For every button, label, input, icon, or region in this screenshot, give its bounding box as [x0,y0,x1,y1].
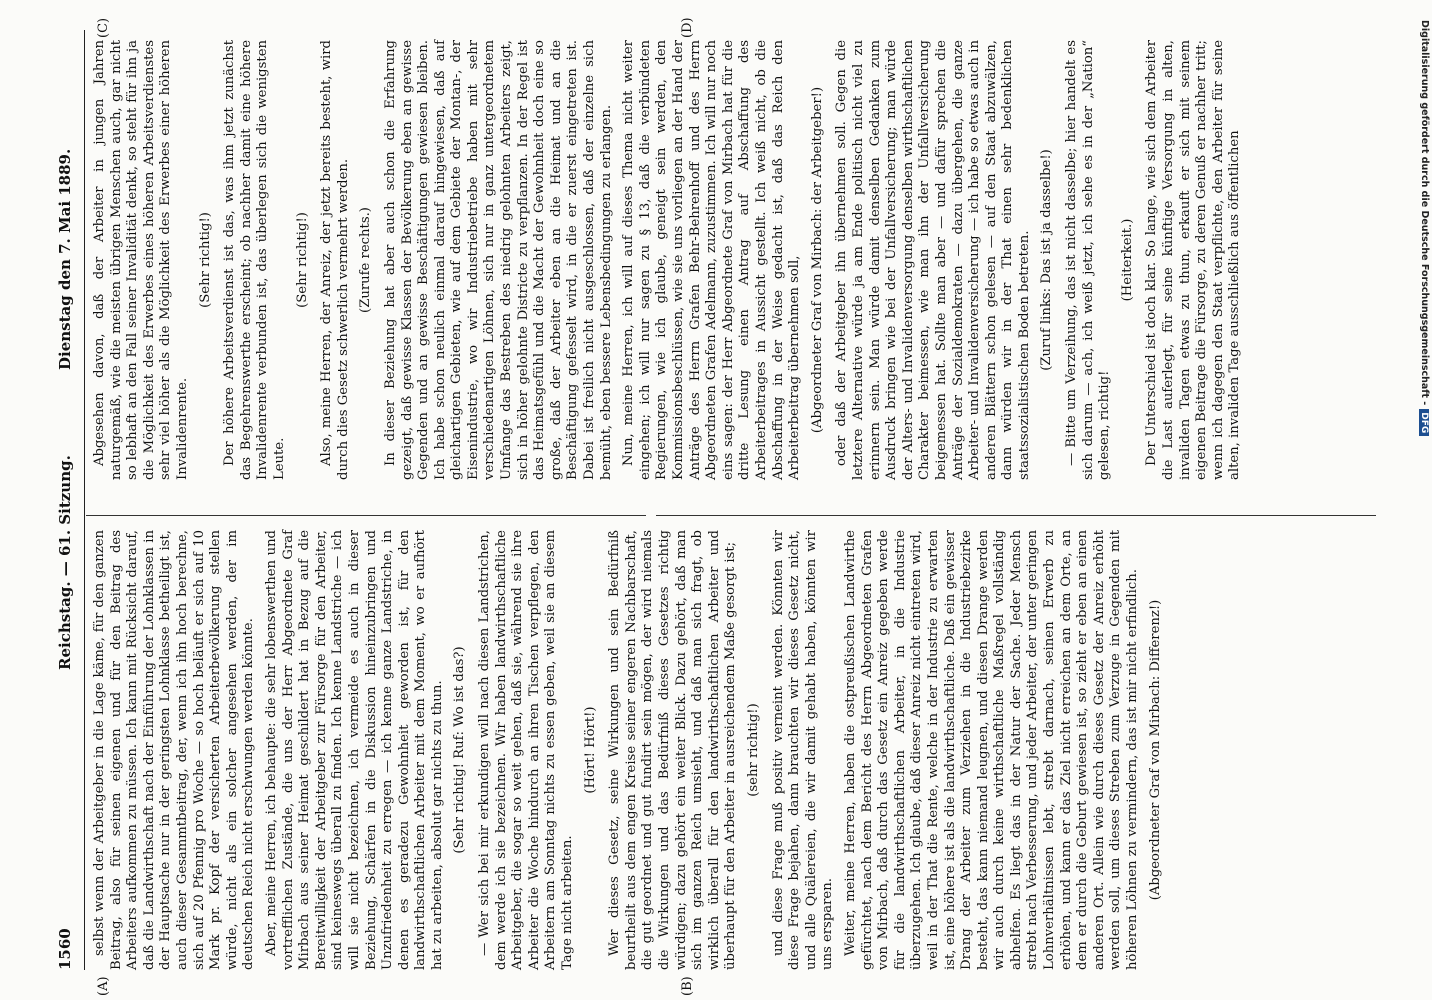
paragraph: Der höhere Arbeitsverdienst ist das, was ihm jetzt zunächst das Begehrenswerthe erscheint; ob nachher damit eine höhere Invalidenrente verbunden ist, das überlegen sich die wenigsten Leute. [222,40,287,480]
dfg-sidebar [1416,20,1430,1000]
dfg-credit [1416,20,1430,1000]
interjection: (Abgeordneter Graf von Mirbach: der Arbeitgeber!) [809,86,825,434]
interjection: (Zuruf links: Das ist ja dasselbe!) [1039,149,1055,371]
paragraph: selbst wenn der Arbeitgeber in die Lage käme, für den ganzen Beitrag, also für seinen eigenen und für den Beitrag des Arbeiters aufkommen zu müssen. Ich kann mit Rücksicht darauf, daß die Landwirthschaft nach der Einführung der Lohnklassen in der Hauptsache nur in der geringsten Lohnklasse betheiligt ist, auch dieser Gesammtbeitrag, der, wenn ich ihn hoch berechne, sich auf 20 Pfennig pro Woche — so hoch beläuft er sich auf 10 Mark pr. Kopf der versicherten Arbeiterbevölkerung stellen würde, nicht als ein solcher angesehen werden, der im deutschen Reich nicht erschwungen werden könnte. [92,530,257,970]
paragraph: — Wer sich bei mir erkundigen will nach diesen Landstrichen, dem werde ich sie bezeichnen. Wir haben landwirthschaftliche Arbeitgeber, die sogar so weit gehen, daß sie, während sie ihre Arbeiter die Woche hindurch an ihren Tischen verpflegen, den Arbeitern am Sonntag nichts zu essen geben, weil sie an diesem Tage nicht arbeiten. [477,530,576,970]
interjection: (Sehr richtig! Ruf: Wo ist das?) [452,646,468,854]
paragraph: oder daß der Arbeitgeber ihn übernehmen soll. Gegen die letztere Alternative würde ja am Ende politisch nicht viel zu erinnern sein. Man würde damit denselben Gedanken zum Ausdruck bringen wie bei der Unfallversicherung; man würde der Alters- und Invalidenversorgung denselben wirthschaftlichen Charakter beimessen, wie man ihn der Unfallversicherung beigemessen hat. Sollte man aber — und dafür sprechen die Anträge der Sozialdemokraten — dazu übergehen, die ganze Arbeiter- und Invalidenversicherung — ich habe so etwas auch in anderen Blättern schon gelesen — auf den Staat abzuwälzen, dann würden wir in der That einen sehr bedenklichen staatssozialistischen Boden betreten. [834,40,1032,480]
right-column [92,40,1250,480]
paragraph: Abgesehen davon, daß der Arbeiter in jungen Jahren naturgemäß, wie die meisten übrigen Menschen auch, gar nicht so lebhaft an den Fall seiner Invalidität denkt, so steht für ihn ja die Möglichkeit des Erwerbes eines höheren Arbeitsverdienstes sehr viel höher als die Möglichkeit des Erwerbes einer höheren Invalidenrente. [92,40,190,480]
paragraph: Weiter, meine Herren, haben die ostpreußischen Landwirthe gefürchtet, nach dem Bericht des Herrn Abgeordneten Grafen von Mirbach, daß durch das Gesetz ein Anreiz gegeben werde für die landwirthschaftlichen Arbeiter, in die Industrie überzugehen. Ich glaube, daß dieser Anreiz nicht eintreten wird, weil in der That die Rente, welche in der Industrie zu erwarten ist, eine höhere ist als die landwirthschaftliche. Daß ein gewisser Drang der Arbeiter zum Verziehen in die Industriebezirke besteht, das kann niemand leugnen, und diesen Drange werden wir auch durch keine wirthschaftliche Maßregel vollständig abhelfen. Es liegt das in der Natur der Sache. Jeder Mensch strebt nach Verbesserung, und jeder Arbeiter, der unter geringen Lohnverhältnissen lebt, strebt darnach, seinen Erwerb zu erhöhen, und kann er das Ziel nicht erreichen an dem Orte, an dem er durch die Geburt gewiesen ist, so zieht er eben an einen anderen Ort. Allein wie durch dieses Gesetz der Anreiz erhöht werden soll, um dieses Streben zum Verzuge in Gegenden mit höheren Löhnen zu vermindern, das ist mir nicht erfindlich. [842,530,1141,970]
interjection: (sehr richtig!) [745,703,761,797]
interjection: (Abgeordneter Graf von Mirbach: Differenz!) [1147,599,1163,901]
margin-mark-d: (D) [680,17,695,38]
margin-mark-c: (C) [96,17,111,38]
page-header [52,30,80,970]
paragraph: In dieser Beziehung hat aber auch schon die Erfahrung gezeigt, daß gewisse Klassen der Bevölkerung eben an gewisse Gegenden und an gewisse Beschäftigungen gewiesen bleiben. Ich habe schon neulich einmal darauf hingewiesen, daß auf gleichartigen Gebieten, wie auf dem Gebiete der Montan-, der Eisenindustrie, wo wir Industriebetriebe haben mit sehr verschiedenartigen Löhnen, sich nur in ganz untergeordnetem Umfange das Bestreben des niedrig gelohnten Arbeiters zeigt, sich in höher gelohnte Districte zu verpflanzen. In der Regel ist das Heimatsgefühl und die Macht der Gewohnheit doch eine so große, daß der Arbeiter eben an die Heimat und an die Beschäftigung gefesselt wird, in die er zuerst eingetreten ist. Dabei ist freilich nicht ausgeschlossen, daß der einzelne sich bemüht, eben bessere Lebensbedingungen zu erlangen. [382,40,614,480]
margin-mark-b: (B) [680,976,695,996]
interjection: (Sehr richtig!) [197,212,213,308]
paragraph: Nun, meine Herren, ich will auf dieses Thema nicht weiter eingehen; ich will nur sagen zu § 13, daß die verbündeten Regierungen, wie ich glaube, geneigt sein werden, den Kommissionsbeschlüssen, wie sie uns vorliegen an der Hand der Anträge des Herrn Grafen Behr-Behrenhoff und des Herrn Abgeordneten Grafen Adelmann, zuzustimmen. Ich will nur noch eins sagen: der Herr Abgeordnete Graf von Mirbach hat für die dritte Lesung einen Antrag auf Abschaffung des Arbeiterbeitrages in Aussicht gestellt. Ich weiß nicht, ob die Abschaffung in der Weise gedacht ist, daß das Reich den Arbeiterbeitrag übernehmen soll, [621,40,803,480]
interjection: (Sehr richtig!) [294,212,310,308]
left-column [92,530,1172,970]
paragraph: Also, meine Herren, der Anreiz, der jetzt bereits besteht, wird durch dies Gesetz schwerlich vermehrt werden. [319,40,351,480]
interjection: (Hört! Hört!) [582,706,598,794]
interjection: (Heiterkeit.) [1119,218,1135,302]
dfg-logo: DFG [1419,409,1429,436]
margin-mark-a: (A) [96,976,111,996]
paragraph: — Bitte um Verzeihung, das ist nicht dasselbe; hier handelt es sich darum — ach, ich weiß jetzt, ich sehe es in der „Nation“ gelesen, richtig! [1064,40,1113,480]
dfg-credit-text: Digitalisierung gefördert durch die Deutsche Forschungsgemeinschaft - [1419,20,1430,406]
paragraph: Aber, meine Herren, ich behaupte: die sehr lobenswerthen und vortrefflichen Zustände, die uns der Herr Abgeordnete Graf Mirbach aus seiner Heimat geschildert hat in Bezug auf die Bereitwilligkeit der Arbeitgeber zur Fürsorge für den Arbeiter, sind keineswegs überall zu finden. Ich kenne Landstriche — ich will sie nicht bezeichnen, ich vermeide es auch in dieser Beziehung, Schärfen in die Diskussion hineinzubringen und Unzufriedenheit zu erregen — ich kenne ganze Landstriche, in denen es geradezu Gewohnheit geworden ist, für den landwirthschaftlichen Arbeiter mit dem Moment, wo er aufhört hat zu arbeiten, absolut gar nichts zu thun. [263,530,445,970]
paragraph: Der Unterschied ist doch klar. So lange, wie sich dem Arbeiter die Last auferlegt, für seine künftige Versorgung in alten, invaliden Tagen etwas zu thun, erkauft er sich mit seinem eigenen Beitrage die Fürsorge, zu deren Genuß er nachher tritt; wenn ich dagegen den Staat verpflichte, den Arbeiter für seine alten, invaliden Tage ausschließlich aus öffentlichen [1144,40,1243,480]
paragraph: Wer dieses Gesetz, seine Wirkungen und sein Bedürfniß beurtheilt aus dem engen Kreise seiner engeren Nachbarschaft, die gut geordnet und gut fundirt sein mögen, der wird niemals die Wirkungen und das Bedürfniß dieses Gesetzes richtig würdigen; dazu gehört ein weiter Blick. Dazu gehört, daß man sich im ganzen Reich umsieht, und daß man sich fragt, ob wirklich überall für den landwirthschaftlichen Arbeiter und überhaupt für den Arbeiter in ausreichendem Maße gesorgt ist; [607,530,739,970]
page-number: 1560 [56,928,74,970]
header-rule [84,30,85,970]
paragraph: und diese Frage muß positiv verneint werden. Könnten wir diese Frage bejahen, dann brauchten wir dieses Gesetz nicht, und alle Quälereien, die wir damit gehabt haben, könnten wir uns ersparen. [770,530,836,970]
header-date-title: Dienstag den 7. Mai 1889. [56,148,74,370]
interjection: (Zurufe rechts.) [358,207,374,313]
column-divider [86,515,646,516]
header-session-title: Reichstag. — 61. Sitzung. [56,455,74,670]
column-divider-lower [656,515,1376,516]
